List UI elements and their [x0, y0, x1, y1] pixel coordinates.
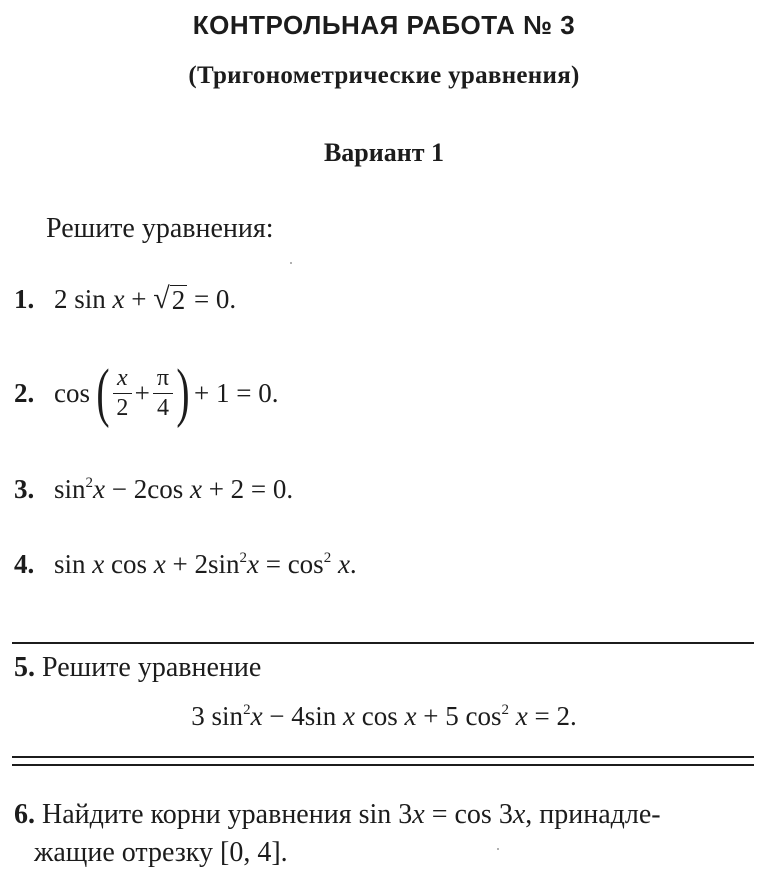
variable: x [246, 549, 259, 579]
left-paren-icon: ( [96, 356, 110, 429]
variable: x [404, 701, 417, 731]
instruction-text: Решите уравнения: [46, 213, 274, 244]
eq-part: sin [54, 474, 86, 504]
eq-part: cos [355, 701, 405, 731]
eq-part: cos [54, 377, 90, 408]
radical-sign-icon: √ [153, 282, 170, 315]
equation [54, 549, 357, 580]
page-subtitle: (Тригонометрические уравнения) [188, 62, 580, 89]
variable: x [153, 549, 166, 579]
problem-5-equation [0, 701, 768, 732]
exponent: 2 [323, 550, 332, 566]
equation [54, 284, 236, 315]
problem-number: 3. [14, 474, 35, 504]
eq-part: , принадле- [525, 799, 661, 830]
problem-number: 4. [14, 549, 35, 579]
numerator: π [153, 364, 173, 394]
fraction [153, 364, 173, 423]
eq-part: = 2. [527, 701, 577, 731]
divider-line [12, 642, 754, 644]
problem-1 [14, 284, 236, 315]
eq-part: + [124, 284, 154, 314]
variable: x [189, 474, 202, 504]
variable: x [112, 284, 125, 314]
variable: x [412, 799, 425, 830]
speck [497, 848, 499, 850]
eq-part: 3 sin [191, 701, 244, 731]
problem-6 [14, 796, 661, 872]
eq-part [509, 701, 516, 731]
exponent: 2 [243, 702, 251, 718]
eq-part: + 5 cos [416, 701, 502, 731]
eq-part: + 1 = 0. [193, 377, 279, 408]
problem-6-line-1 [14, 796, 661, 834]
fraction [113, 364, 132, 423]
eq-part: + 2sin [165, 549, 240, 579]
right-paren-icon: ) [176, 356, 190, 429]
eq-part: = cos [258, 549, 324, 579]
speck [290, 262, 292, 264]
denominator: 2 [116, 394, 129, 421]
eq-part: − 4sin [262, 701, 344, 731]
eq-part: sin [54, 549, 93, 579]
problem-number: 6. [14, 799, 35, 830]
problem-3 [14, 474, 293, 505]
problem-4 [14, 549, 357, 580]
problem-6-line-2: жащие отрезку [0, 4]. [34, 837, 288, 868]
variant-label: Вариант 1 [323, 138, 445, 167]
eq-part: = cos 3 [424, 799, 513, 830]
exponent: 2 [501, 702, 509, 718]
radicand: 2 [171, 284, 186, 315]
problem-number: 1. [14, 284, 35, 314]
exponent: 2 [85, 475, 94, 491]
variable: x [93, 474, 105, 504]
eq-part: Найдите корни уравнения sin 3 [35, 799, 413, 830]
variable: x [250, 701, 263, 731]
eq-part: = 0. [187, 284, 237, 314]
eq-part: + [134, 377, 150, 408]
problem-2 [14, 356, 279, 429]
eq-part: cos [104, 549, 154, 579]
divider-line [12, 764, 754, 766]
eq-part: . [349, 549, 357, 579]
variable: x [343, 701, 356, 731]
problem-number: 5. [14, 652, 35, 683]
divider-line [12, 756, 754, 758]
eq-part: + 2 = 0. [201, 474, 294, 504]
variable: x [512, 799, 526, 830]
equation [54, 474, 293, 505]
exponent: 2 [239, 550, 247, 566]
variable: x [515, 701, 528, 731]
problem-5 [14, 652, 261, 684]
variable: x [337, 549, 350, 579]
square-root [153, 284, 187, 314]
eq-part: − 2cos [105, 474, 190, 504]
variable: x [92, 549, 105, 579]
numerator: x [113, 364, 132, 394]
page-title: КОНТРОЛЬНАЯ РАБОТА № 3 [192, 10, 576, 40]
eq-part [331, 549, 338, 579]
eq-part: 2 sin [54, 284, 113, 314]
problem-number: 2. [14, 377, 35, 408]
problem-text: Решите уравнение [42, 652, 262, 683]
denominator: 4 [156, 394, 169, 421]
